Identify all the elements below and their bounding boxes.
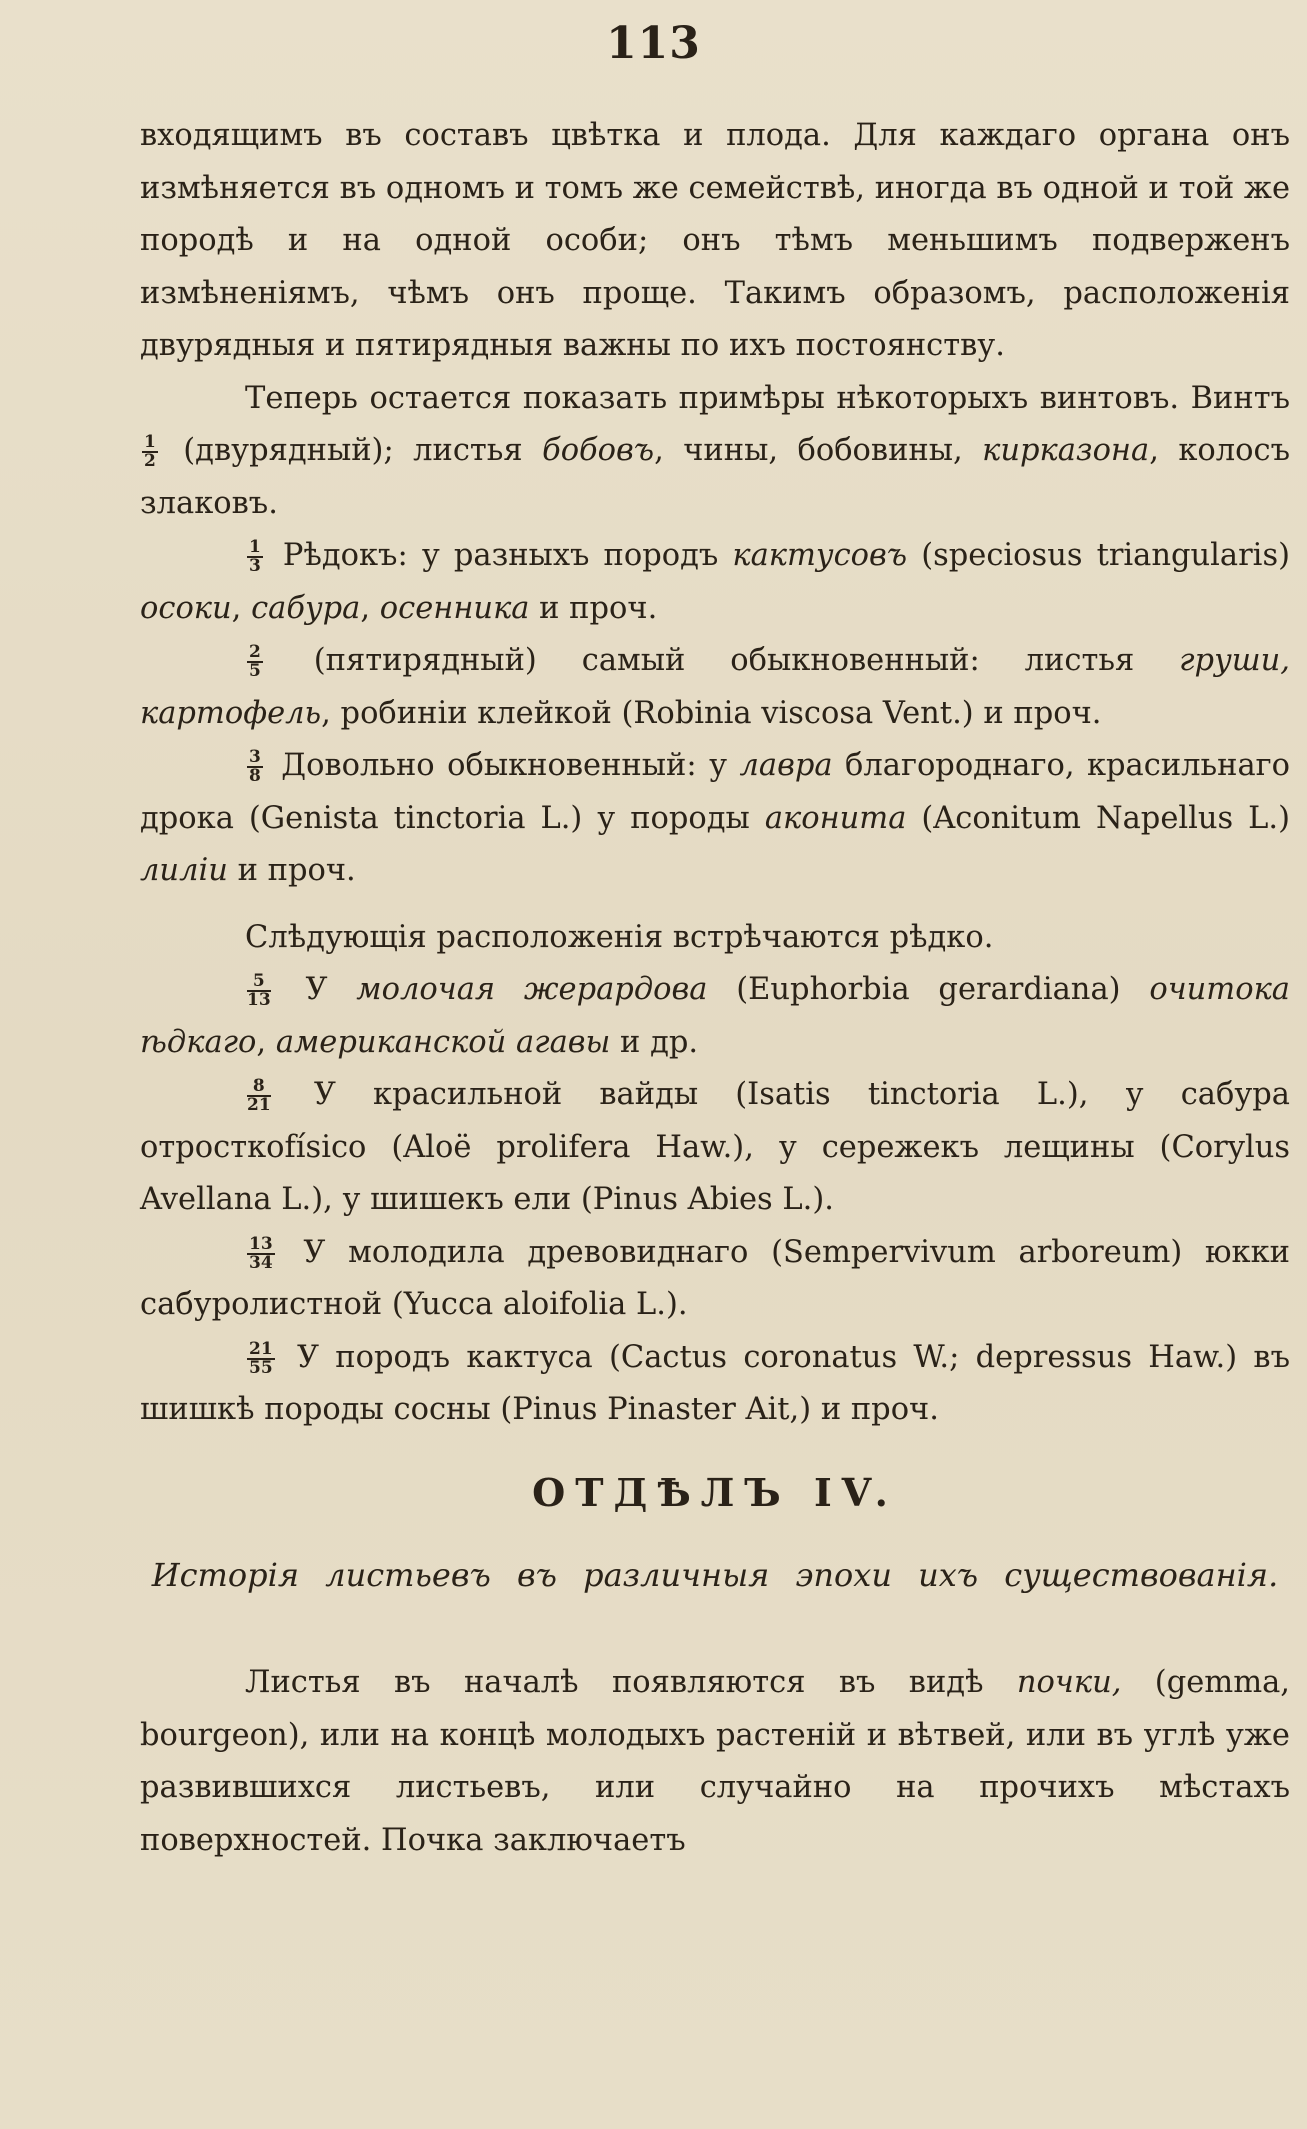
text-run: (gemma, bourgeon), или на концѣ молодыхъ растеній и вѣтвей, или въ углѣ уже развившихся листьевъ, или случайно на прочихъ мѣстахъ поверхностей. Почка заключаетъ xyxy=(140,1665,1290,1858)
fraction-numerator: 21 xyxy=(249,1338,273,1359)
fraction xyxy=(247,644,263,680)
fraction-numerator: 3 xyxy=(249,747,261,767)
text-run: и проч. xyxy=(227,853,356,888)
italic-term: кактусовъ xyxy=(732,538,908,573)
fraction-numerator: 5 xyxy=(247,973,271,992)
text-run: Теперь остается показать примѣры нѣкоторыхъ винтовъ. Винтъ xyxy=(245,380,1290,416)
text-run: У xyxy=(276,972,357,1007)
text-run: (Aconitum Napellus L.) xyxy=(906,800,1291,836)
italic-term: груши, картофель xyxy=(140,643,1290,731)
section-subtitle: Исторія листьевъ въ различныя эпохи ихъ существованія. xyxy=(151,1556,1279,1594)
italic-term: аконита xyxy=(764,800,907,836)
paragraph-2 xyxy=(140,373,1290,531)
italic-term: молочая жерардова xyxy=(356,972,708,1007)
section-heading: ОТДѢЛЪ IV. xyxy=(532,1469,898,1515)
fraction-denominator: 3 xyxy=(249,556,261,576)
text-run: (двурядный); листья xyxy=(163,433,543,468)
fraction xyxy=(247,1233,275,1273)
italic-term: лиліи xyxy=(140,853,228,888)
paragraph-5 xyxy=(140,740,1290,898)
fraction-denominator: 8 xyxy=(249,766,261,786)
text-run: , чины, бобовины, xyxy=(654,433,983,468)
italic-term: кирказона xyxy=(982,433,1150,468)
italic-term: осенника xyxy=(379,590,530,626)
italic-term: лавра xyxy=(739,748,833,783)
italic-term: бобовъ xyxy=(542,433,655,468)
fraction-denominator: 34 xyxy=(249,1252,273,1273)
text-run: и др. xyxy=(610,1024,699,1060)
paragraph-9 xyxy=(140,1227,1290,1332)
paragraph-7 xyxy=(140,964,1290,1069)
fraction-denominator: 2 xyxy=(144,451,156,471)
page-number: 113 xyxy=(606,18,701,69)
fraction-numerator: 2 xyxy=(249,642,261,662)
fraction xyxy=(247,1338,275,1378)
body-text xyxy=(140,110,1290,1867)
text-run: и проч. xyxy=(529,590,658,626)
fraction-numerator: 1 xyxy=(249,537,261,557)
text-run: , xyxy=(231,590,252,626)
fraction xyxy=(142,434,158,470)
text-run: (пятирядный) самый обыкновенный: листья xyxy=(268,643,1180,678)
text-run: , колосъ злаковъ. xyxy=(140,433,1290,521)
text-run: У молодила древовиднаго (Sempervivum arboreum) юкки сабуролистной (Yucca aloifolia L.). xyxy=(140,1234,1290,1322)
fraction xyxy=(247,749,263,785)
paragraph-3 xyxy=(140,530,1290,635)
italic-term: сабура xyxy=(251,590,361,626)
fraction-numerator: 13 xyxy=(249,1233,273,1254)
text-run: (speciosus triangularis) xyxy=(907,538,1290,573)
fraction-denominator: 55 xyxy=(249,1357,273,1378)
text-run: (Euphorbia gerardiana) xyxy=(707,972,1150,1007)
fraction-denominator: 13 xyxy=(247,990,271,1010)
italic-term: осоки xyxy=(140,590,232,626)
fraction-denominator: 21 xyxy=(247,1095,271,1115)
paragraph-4 xyxy=(140,635,1290,740)
text-run: благороднаго, красильнаго дрока (Genista tinctoria L.) у породы xyxy=(140,748,1290,836)
text-run: Рѣдокъ: у разныхъ породъ xyxy=(268,538,733,573)
text-run: , xyxy=(360,590,380,626)
text-run: У породъ кактуса (Cactus coronatus W.; depressus Haw.) въ шишкѣ породы сосны (Pinus Pinaster Ait,) и проч. xyxy=(140,1339,1290,1427)
fraction xyxy=(247,1078,271,1114)
fraction xyxy=(247,539,263,575)
text-run: Листья въ началѣ появляются въ видѣ xyxy=(245,1665,1017,1700)
paragraph-6: Слѣдующія расположенія встрѣчаются рѣдко. xyxy=(245,919,994,955)
fraction xyxy=(247,973,271,1009)
text-run: , xyxy=(256,1024,276,1060)
fraction-numerator: 8 xyxy=(247,1078,271,1097)
paragraph-11 xyxy=(140,1657,1290,1867)
italic-term: почки, xyxy=(1016,1665,1122,1700)
text-run: , робиніи клейкой (Robinia viscosa Vent.) и проч. xyxy=(321,695,1102,731)
paragraph-10 xyxy=(140,1332,1290,1437)
paragraph-8 xyxy=(140,1069,1290,1227)
paragraph-1: входящимъ въ составъ цвѣтка и плода. Для каждаго органа онъ измѣняется въ одномъ и томъ же семействѣ, иногда въ одной и той же породѣ и на одной особи; онъ тѣмъ меньшимъ подверженъ измѣненіямъ, чѣмъ онъ проще. Такимъ образомъ, расположенія двурядныя и пятирядныя важны по ихъ постоянству. xyxy=(140,118,1290,363)
text-run: Довольно обыкновенный: у xyxy=(268,748,740,783)
fraction-denominator: 5 xyxy=(249,661,261,681)
text-run: У красильной вайды (Isatis tinctoria L.), у сабура отросткоfísico (Aloë prolifera Haw.), у сережекъ лещины (Corylus Avellana L.), у шишекъ ели (Pinus Abies L.). xyxy=(140,1077,1290,1217)
italic-term: американской агавы xyxy=(275,1024,611,1060)
fraction-numerator: 1 xyxy=(144,432,156,452)
italic-term: очитока ѣдкаго xyxy=(140,972,1290,1060)
